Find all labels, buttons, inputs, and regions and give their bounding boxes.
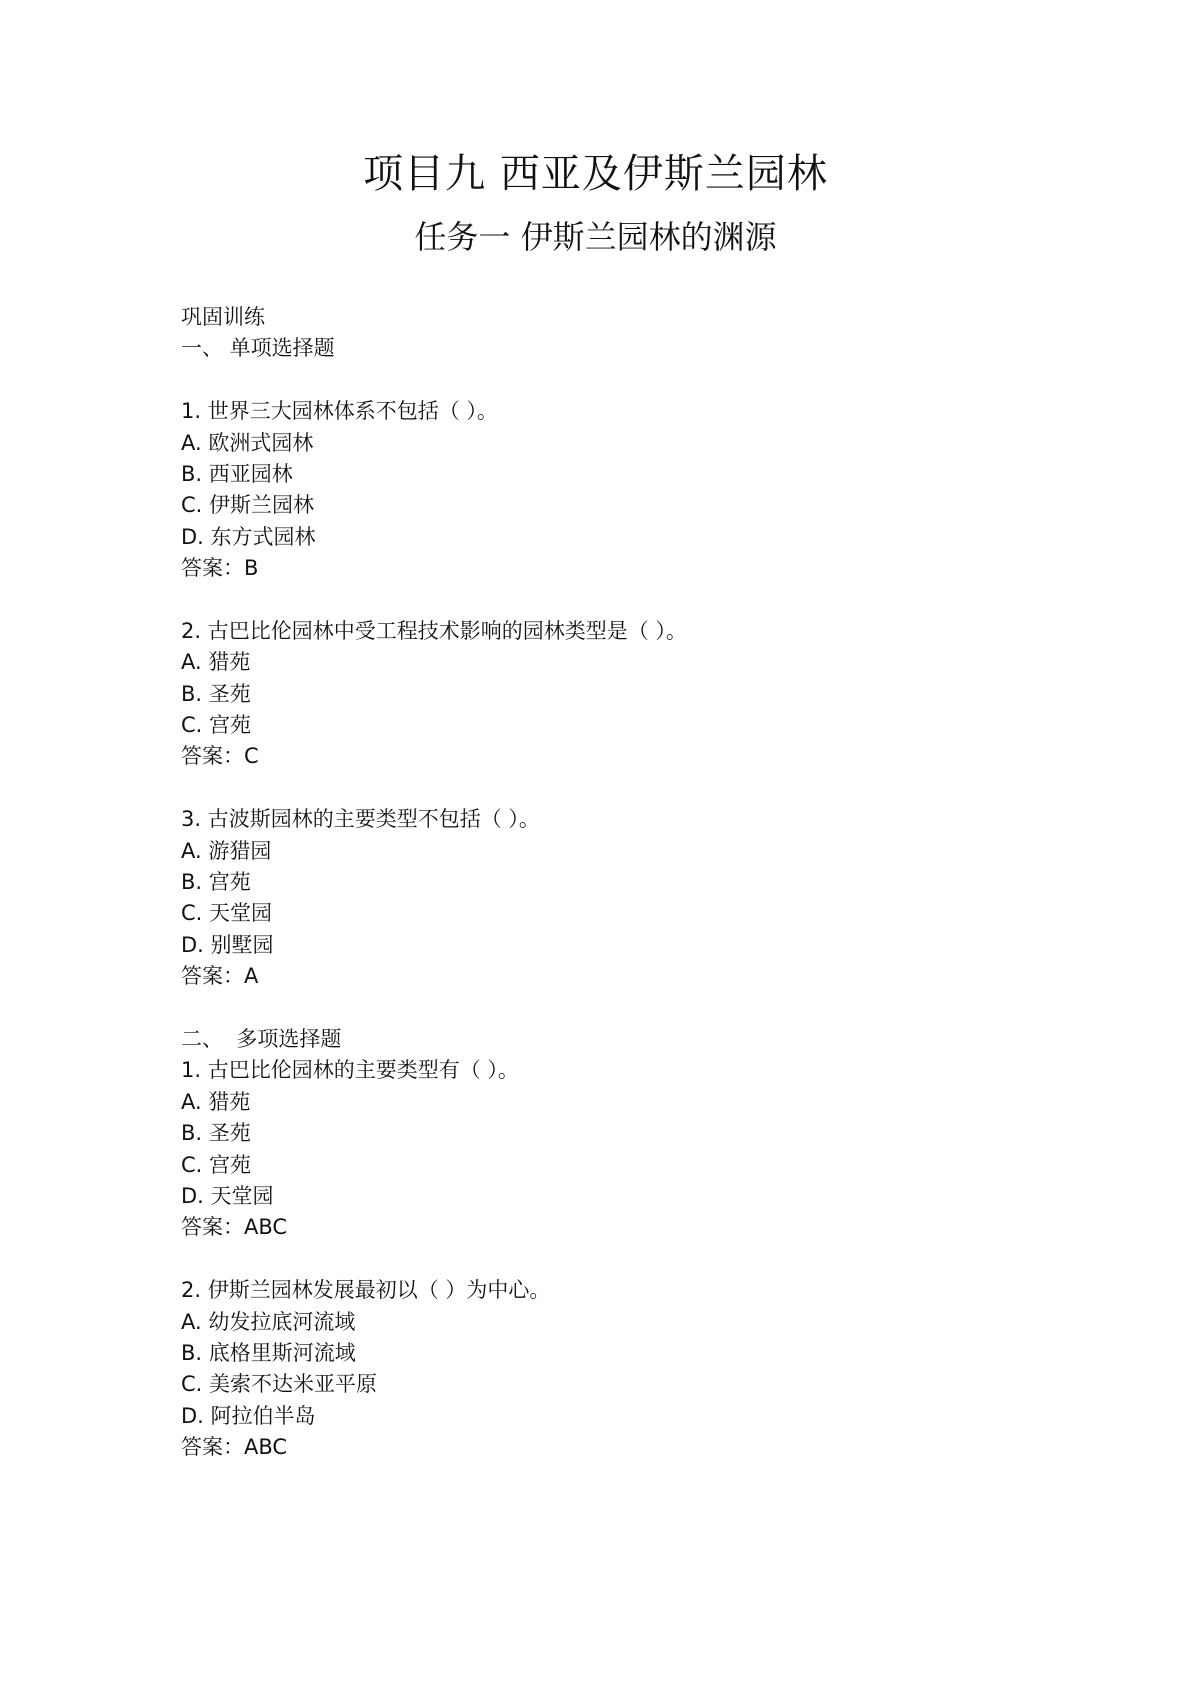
option-item: D. 东方式园林 [181,524,316,549]
option-item: A. 幼发拉底河流域 [181,1309,356,1334]
question-block [181,1055,1081,1243]
option-item: B. 圣苑 [181,681,251,706]
spacer [181,993,1081,1024]
question-block [181,1275,1081,1463]
option-item: C. 宫苑 [181,1152,252,1177]
spacer [181,773,1081,804]
option-item: A. 猎苑 [181,1089,251,1114]
option-item: C. 美索不达米亚平原 [181,1372,378,1397]
option-item: A. 欧洲式园林 [181,430,314,455]
question-text: 1. 古巴比伦园林的主要类型有（ ）。 [181,1058,519,1083]
question-text: 2. 古巴比伦园林中受工程技术影响的园林类型是（ ）。 [181,618,687,643]
answer-text: 答案：B [181,556,259,581]
option-item: A. 猎苑 [181,650,251,675]
question-text: 3. 古波斯园林的主要类型不包括（ ）。 [181,807,540,832]
question-block [181,804,1081,992]
option-item: B. 宫苑 [181,870,251,895]
answer-text: 答案：A [181,964,259,989]
part-title-multiple-choice: 二、 多项选择题 [181,1026,342,1051]
option-item: A. 游猎园 [181,838,272,863]
option-item: D. 阿拉伯半岛 [181,1403,316,1428]
answer-text: 答案：C [181,744,259,769]
option-item: B. 西亚园林 [181,461,293,486]
spacer [181,585,1081,616]
option-item: B. 圣苑 [181,1121,251,1146]
option-item: C. 伊斯兰园林 [181,493,315,518]
option-item: C. 宫苑 [181,713,252,738]
spacer [181,365,1081,396]
option-item: D. 别墅园 [181,932,274,957]
question-block [181,396,1081,584]
question-block [181,616,1081,773]
option-item: C. 天堂园 [181,901,273,926]
spacer [181,1244,1081,1275]
question-text: 1. 世界三大园林体系不包括（ ）。 [181,399,498,424]
section-heading: 巩固训练 [181,305,265,329]
question-text: 2. 伊斯兰园林发展最初以（ ）为中心。 [181,1278,551,1303]
page-title: 项目九 西亚及伊斯兰园林 [363,151,828,197]
answer-text: 答案：ABC [181,1215,288,1240]
part-title-single-choice: 一、 单项选择题 [181,336,335,361]
option-item: D. 天堂园 [181,1183,274,1208]
answer-text: 答案：ABC [181,1435,288,1460]
document-body [181,302,1081,1463]
option-item: B. 底格里斯河流域 [181,1340,356,1365]
page-subtitle: 任务一 伊斯兰园林的渊源 [414,218,777,256]
